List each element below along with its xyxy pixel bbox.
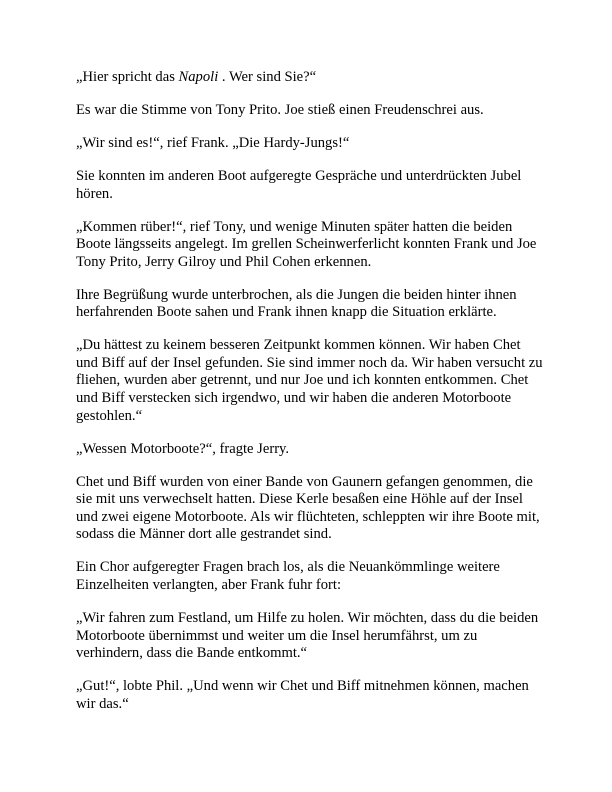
paragraph-8: „Wessen Motorboote?“, fragte Jerry.: [76, 440, 290, 457]
paragraph-9: Chet und Biff wurden von einer Bande von Gaunern gefangen genommen, die sie mit uns verwechselt hatten. Diese Kerle besaßen eine Höhle auf der Insel und zwei eigene Motorboote. Als wir flüchteten, schleppten wir ihre Boote mit, sodass die Männer dort alle gestrandet sind.: [76, 473, 540, 543]
paragraph-10: Ein Chor aufgeregter Fragen brach los, als die Neuankömmlinge weitere Einzelheiten verlangten, aber Frank fuhr fort:: [76, 559, 500, 593]
paragraph-11: „Wir fahren zum Festland, um Hilfe zu holen. Wir möchten, dass du die beiden Motorboote übernimmst und weiter um die Insel herumfährst, um zu verhindern, dass die Bande entkommt.“: [76, 609, 539, 662]
boat-name-italic: Napoli: [178, 69, 219, 85]
paragraph-1-text-after: . Wer sind Sie?“: [218, 69, 317, 85]
paragraph-12: „Gut!“, lobte Phil. „Und wenn wir Chet und Biff mitnehmen können, machen wir das.“: [76, 678, 529, 712]
document-page: [76, 69, 546, 729]
paragraph-1: [76, 69, 546, 87]
paragraph-2: Es war die Stimme von Tony Prito. Joe stieß einen Freudenschrei aus.: [76, 101, 484, 118]
paragraph-7: „Du hättest zu keinem besseren Zeitpunkt kommen können. Wir haben Chet und Biff auf der Insel gefunden. Sie sind immer noch da. Wir haben versucht zu fliehen, wurden aber getrennt, und nur Joe und ich konnten entkommen. Chet und Biff verstecken sich irgendwo, und wir haben die anderen Motorboote gestohlen.“: [76, 337, 543, 424]
paragraph-1-text-before: „Hier spricht das: [76, 69, 179, 85]
paragraph-5: „Kommen rüber!“, rief Tony, und wenige Minuten später hatten die beiden Boote längsseits angelegt. Im grellen Scheinwerferlicht konnten Frank und Joe Tony Prito, Jerry Gilroy und Phil Cohen erkennen.: [76, 218, 537, 270]
paragraph-4: Sie konnten im anderen Boot aufgeregte Gespräche und unterdrückten Jubel hören.: [76, 167, 522, 202]
paragraph-6: Ihre Begrüßung wurde unterbrochen, als die Jungen die beiden hinter ihnen herfahrenden Boote sahen und Frank ihnen knapp die Situation erklärte.: [76, 286, 517, 321]
paragraph-3: „Wir sind es!“, rief Frank. „Die Hardy-Jungs!“: [76, 134, 350, 151]
